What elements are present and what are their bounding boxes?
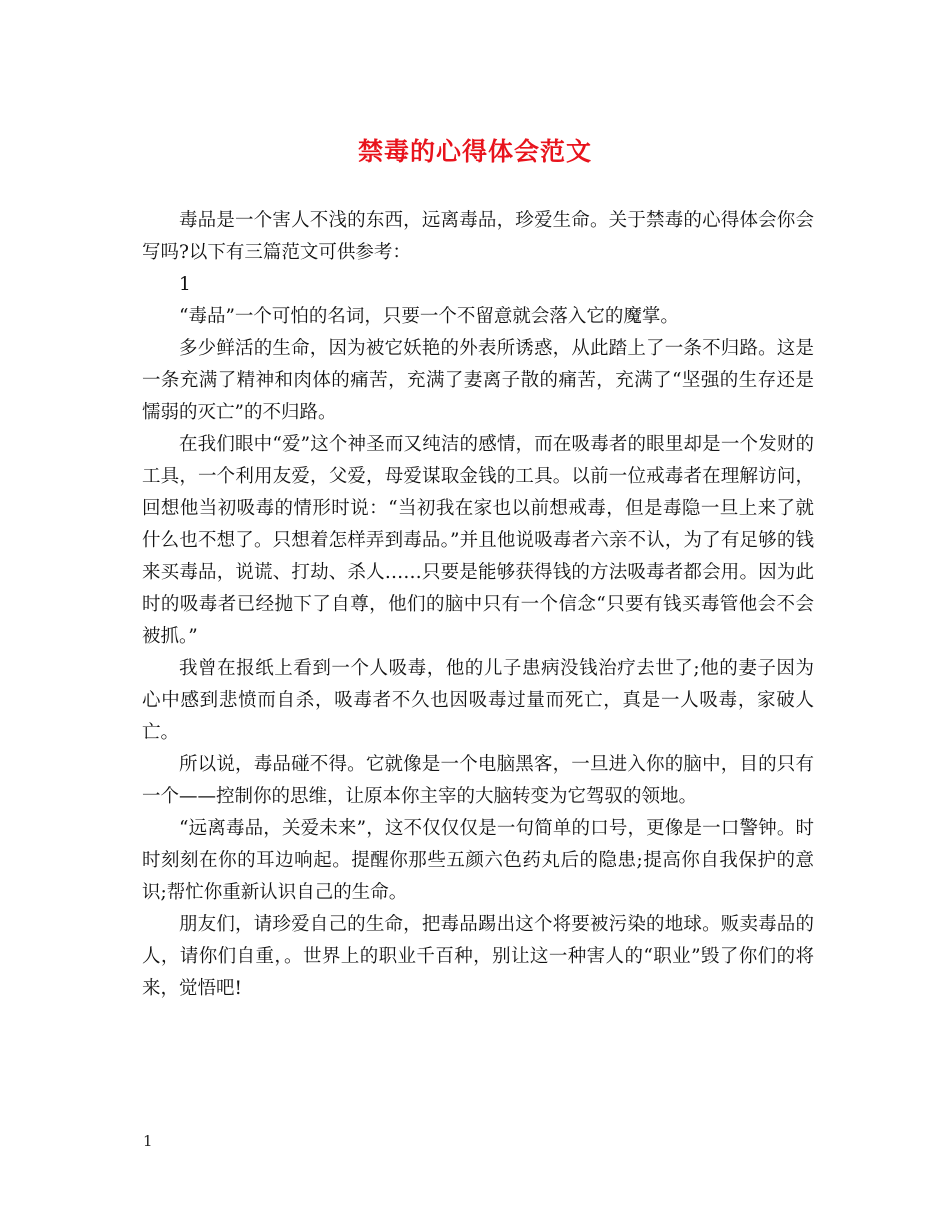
- paragraph: 我曾在报纸上看到一个人吸毒，他的儿子患病没钱治疗去世了;他的妻子因为心中感到悲愤而自杀，吸毒者不久也因吸毒过量而死亡，真是一人吸毒，家破人亡。: [142, 658, 814, 743]
- section-number: 1: [179, 274, 191, 295]
- paragraph: 多少鲜活的生命，因为被它妖艳的外表所诱惑，从此踏上了一条不归路。这是一条充满了精神和肉体的痛苦，充满了妻离子散的痛苦，充满了“坚强的生存还是懦弱的灭亡”的不归路。: [142, 338, 814, 423]
- document-title: 禁毒的心得体会范文: [357, 137, 592, 166]
- paragraph: 在我们眼中“爱”这个神圣而又纯洁的感情，而在吸毒者的眼里却是一个发财的工具，一个利用友爱，父爱，母爱谋取金钱的工具。以前一位戒毒者在理解访问，回想他当初吸毒的情形时说：“当初我在家也以前想戒毒，但是毒隐一旦上来了就什么也不想了。只想着怎样弄到毒品。”并且他说吸毒者六亲不认，为了有足够的钱来买毒品，说谎、打劫、杀人……只要是能够获得钱的方法吸毒者都会用。因为此时的吸毒者已经抛下了自尊，他们的脑中只有一个信念“只要有钱买毒管他会不会被抓。”: [142, 434, 814, 647]
- paragraph: 朋友们，请珍爱自己的生命，把毒品踢出这个将要被污染的地球。贩卖毒品的人，请你们自重，。世界上的职业千百种，别让这一种害人的“职业”毁了你们的将来，觉悟吧!: [142, 914, 814, 999]
- paragraph: 所以说，毒品碰不得。它就像是一个电脑黑客，一旦进入你的脑中，目的只有一个——控制你的思维，让原本你主宰的大脑转变为它驾驭的领地。: [142, 754, 814, 807]
- paragraph: “远离毒品，关爱未来”，这不仅仅仅是一句简单的口号，更像是一口警钟。时时刻刻在你的耳边响起。提醒你那些五颜六色药丸后的隐患;提高你自我保护的意识;帮忙你重新认识自己的生命。: [142, 818, 814, 903]
- paragraph-intro: 毒品是一个害人不浅的东西，远离毒品，珍爱生命。关于禁毒的心得体会你会写吗?以下有三篇范文可供参考：: [142, 210, 814, 263]
- document-body: [142, 205, 814, 1005]
- paragraph: “毒品”一个可怕的名词，只要一个不留意就会落入它的魔掌。: [179, 306, 679, 327]
- page-number: 1: [143, 1132, 153, 1150]
